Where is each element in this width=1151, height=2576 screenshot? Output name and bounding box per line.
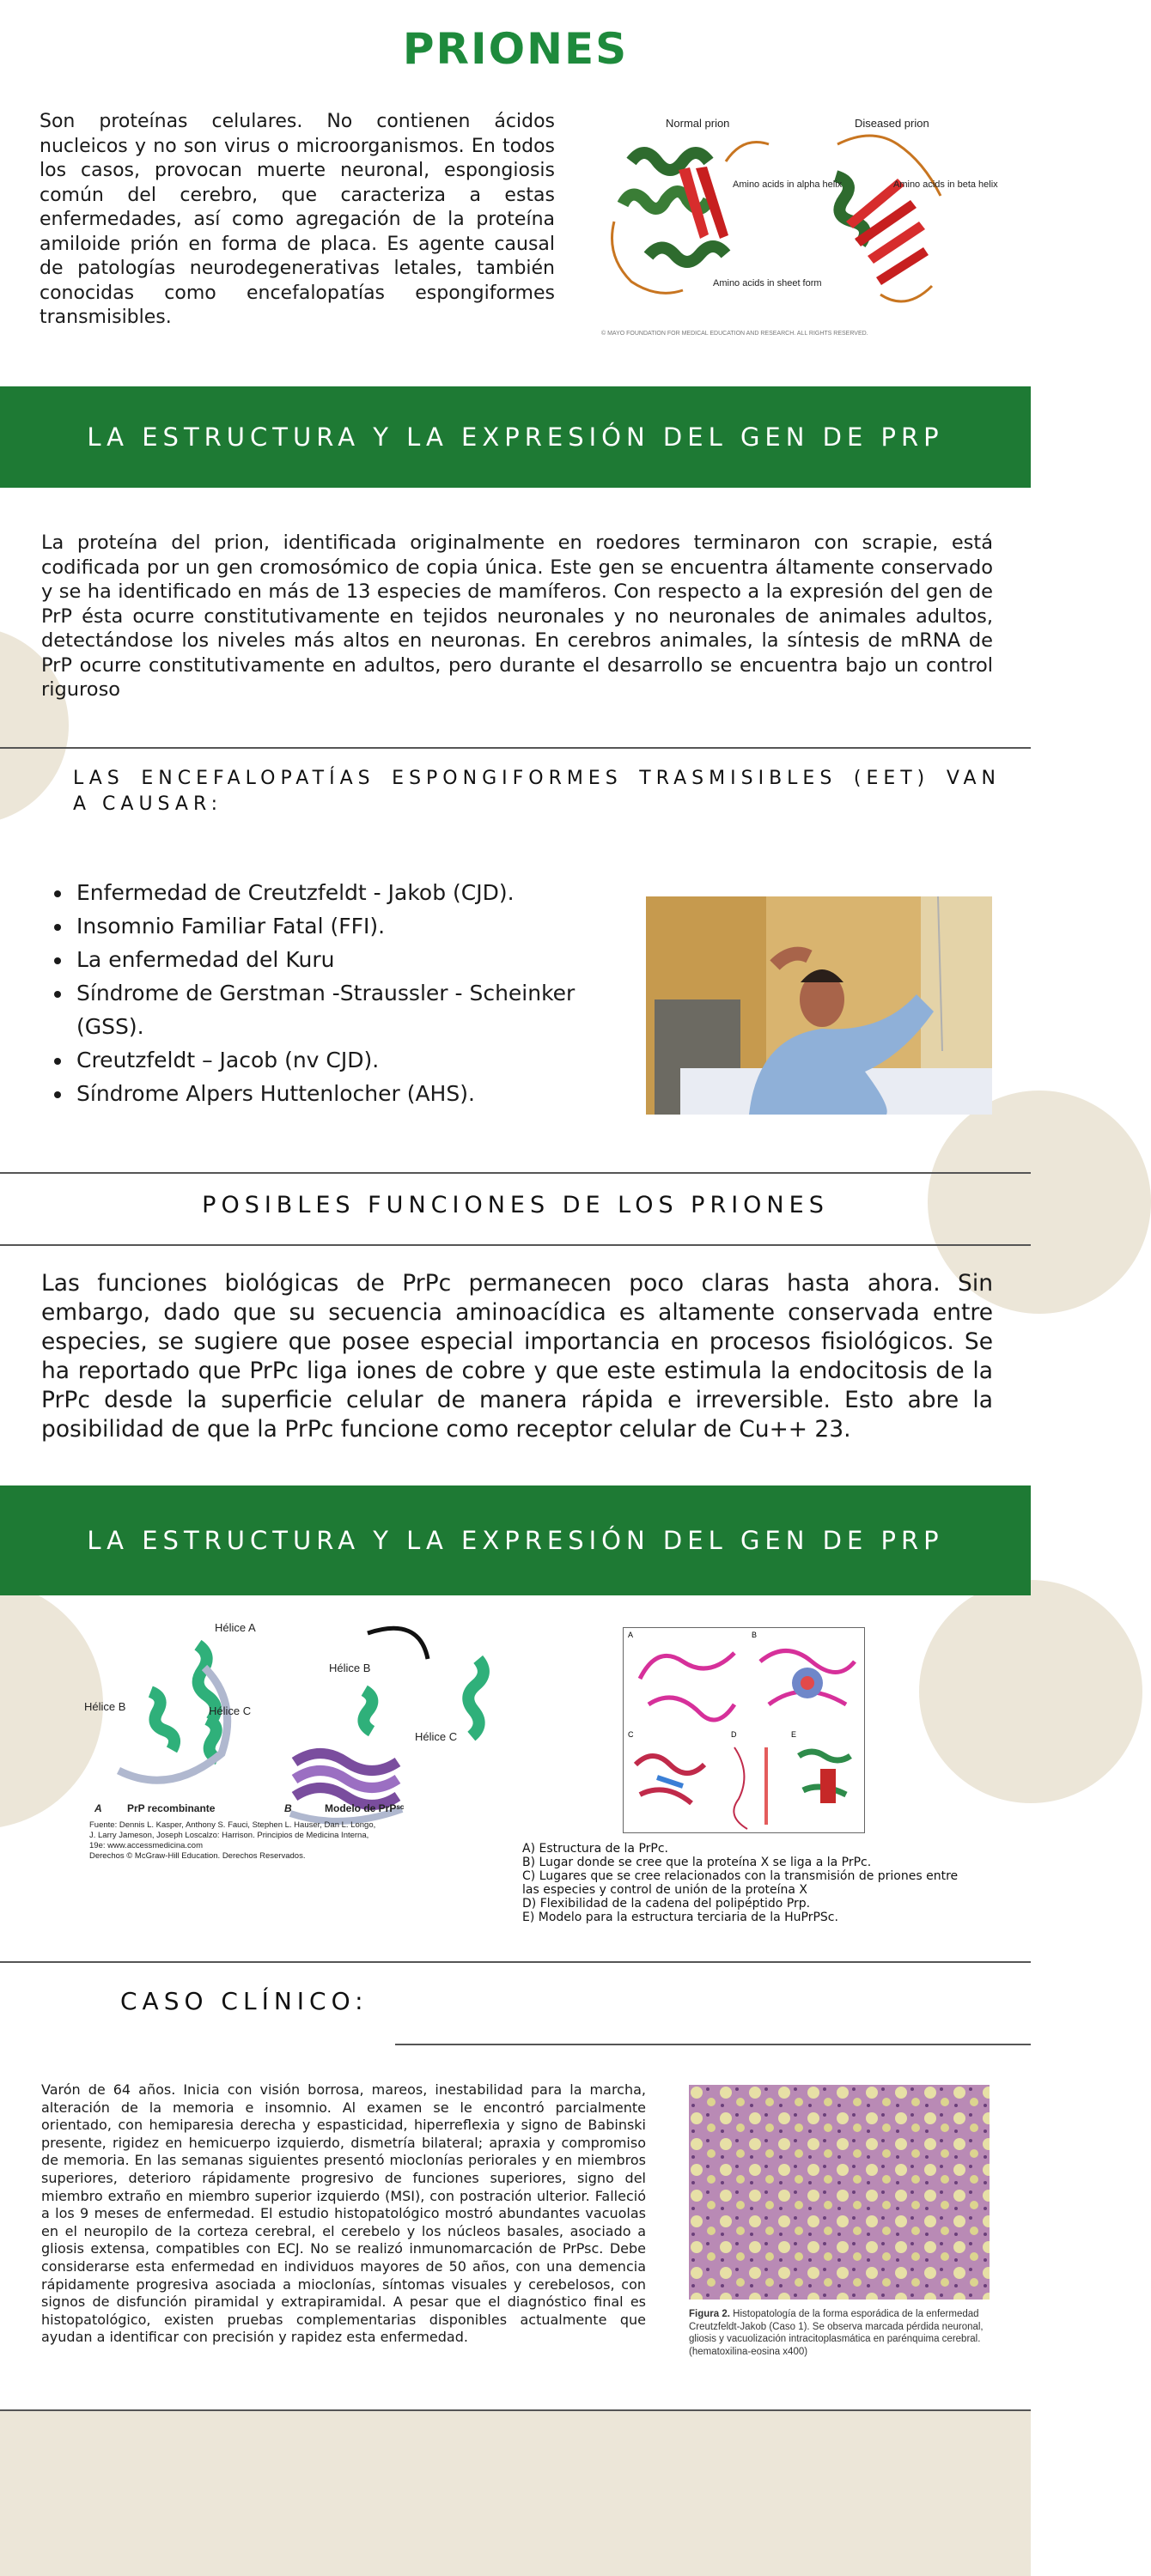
list-item: • Síndrome de Gerstman -Straussler - Scheinker (GSS). [73,976,606,1043]
section1-paragraph: La proteína del prion, identificada originalmente en roedores terminaron con scrapie, está codificada por un gen cromosómico de copia única. Este gen se encuentra áltamente conservado y se ha identificado en más de 13 especies de mamíferos. Con respecto a la expresión del gen de PrP ésta ocurre constitutivamente en tejidos neuronales y no neuronales de animales adultos, detectándose los niveles más altos en neuronas. En cerebros animales, la síntesis de mRNA de PrP ocurre constitutivamente en adultos, pero durante el desarrollo se encuentra bajo un control riguroso [41,532,993,701]
beta-helix-label: Amino acids in beta helix [893,179,998,190]
section1-heading: LA ESTRUCTURA Y LA EXPRESIÓN DEL GEN DE PRP [87,422,944,452]
normal-prion-model [612,143,770,294]
helice-c-label: Hélice C [209,1704,252,1717]
clinical-case-paragraph: Varón de 64 años. Inicia con visión borrosa, mareos, inestabilidad para la marcha, alteración de la memoria e insomnio. Al examen se le encontró parcialmente orientado, con hemiparesia derecha y espasticidad, hiperreflexia y signo de Babinski presente, rigidez en hemicuerpo izquierdo, dismetría bilateral; apraxia y compromiso de memoria. En las semanas siguientes presentó mioclonías periorales y en miembros superiores, deterioro rápidamente progresivo de funciones superiores, signo del miembro extraño en miembro superior izquierdo (MSI), con postración ulterior. Falleció a los 9 meses de enfermedad. El estudio histopatológico mostró abundantes vacuolas en el neuropilo de la corteza cerebral, el cerebelo y los núcleos basales, asociado a gliosis extensa, compatibles con ECJ. No se realizó inmunomarcación de PrPsc. Debe considerarse esta enfermedad en individuos mayores de 50 años, con una demencia rápidamente progresiva asociada a mioclonías, síntomas visuales y cerebelosos, con signos de disfunción piramidal y extrapiramidal. A pesar que el diagnóstico final es histopatológico, existen pruebas complementarias disponibles actualmente que ayudan a identificar con precisión y rapidez esta enfermedad. [41,2081,646,2346]
list-item: • Enfermedad de Creutzfeldt - Jakob (CJD). [73,876,606,909]
divider-1 [0,747,1031,749]
panel-d-letter: D [731,1730,737,1739]
prpc-panels-captions [522,1842,969,1924]
page-title: PRIONES [402,24,629,74]
label-b: B [284,1802,292,1814]
divider-2 [0,1172,1031,1174]
bottom-beige-band [0,2411,1031,2576]
helice-b-label: Hélice B [84,1700,126,1713]
section1-heading-band [0,386,1031,488]
divider-3 [0,1244,1031,1246]
section3-paragraph: Las funciones biológicas de PrPc permanecen poco claras hasta ahora. Sin embargo, dado que su secuencia aminoacídica es altamente conservada entre especies, se sugiere que posee especial importancia en procesos fisiológicos. Se ha reportado que PrPc liga iones de cobre y que este estimula la endocitosis de la PrPc desde la superficie celular de manera rápida e irreversible. Esto abre la posibilidad de que la PrPc funcione como receptor celular de Cu++ 23. [41,1270,993,1443]
caption-line: C) Lugares que se cree relacionados con la transmisión de priones entre las especies y control de unión de la proteína X [522,1869,959,1897]
caption-line: D) Flexibilidad de la cadena del polipéptido Prp. [522,1897,811,1911]
caption-line: A) Estructura de la PrPc. [522,1842,669,1856]
caption-a: PrP recombinante [127,1802,216,1814]
prp-helix-figure [84,1616,479,1865]
caption-line: B) Lugar donde se cree que la proteína X se liga a la PrPc. [522,1856,872,1869]
bg-circle-right-2 [919,1580,1142,1803]
figure-caption: Histopatología de la forma esporádica de la enfermedad Creutzfeldt-Jakob (Caso 1). Se observa marcada pérdida neuronal, gliosis y vacuolización intracitoplasmática en parénquima cerebral. (hematoxilina-eosina x400) [689,2309,984,2357]
section4-heading: LA ESTRUCTURA Y LA EXPRESIÓN DEL GEN DE PRP [87,1526,944,1555]
panel-a-letter: A [628,1631,634,1639]
helice-a-label: Hélice A [215,1621,256,1634]
list-item: • La enfermedad del Kuru [73,943,606,976]
section2-heading: LAS ENCEFALOPATÍAS ESPONGIFORMES TRASMISIBLES (EET) VAN A CAUSAR: [73,768,1001,815]
histopathology-caption [689,2308,991,2358]
list-item: • Síndrome Alpers Huttenlocher (AHS). [73,1077,606,1110]
panel-c-letter: C [628,1730,634,1739]
patient-photo [646,896,992,1115]
section5-heading: CASO CLÍNICO: [120,1987,368,2015]
panel-e-letter: E [791,1730,797,1739]
source-line-3: 19e: www.accessmedicina.com [89,1841,203,1850]
divider-4 [0,1961,1031,1963]
mayo-copyright: © MAYO FOUNDATION FOR MEDICAL EDUCATION AND RESEARCH. ALL RIGHTS RESERVED. [601,331,868,337]
prp-sc-model [290,1628,484,1821]
section3-heading: POSIBLES FUNCIONES DE LOS PRIONES [202,1192,829,1218]
divider-5 [0,2409,1031,2411]
diseases-list [47,876,606,1110]
intro-paragraph: Son proteínas celulares. No contienen ácidos nucleicos y no son virus o microorganismos. En todos los casos, provocan muerte neuronal, espongiosis común del cerebro, que caracteriza a estas enfermedades, así como agregación de la proteína amiloide prión en forma de placa. Es agente causal de patologías neurodegenerativas letales, también conocidas como encefalopatías espongiformes transmisibles. [40,111,555,328]
helice-b2-label: Hélice B [329,1662,371,1674]
normal-prion-label: Normal prion [666,117,730,130]
histopathology-image [689,2085,990,2300]
diseased-prion-label: Diseased prion [855,117,929,130]
alpha-helix-label: Amino acids in alpha helix [733,179,843,190]
caption-line: E) Modelo para la estructura terciaria de la HuPrPSc. [522,1911,838,1924]
figure-label: Figura 2. [689,2309,730,2319]
helice-c2-label: Hélice C [415,1730,458,1743]
prpc-panels-figure [623,1627,865,1833]
prion-structure-figure [597,110,998,346]
source-line-2: J. Larry Jameson, Joseph Loscalzo: Harrison. Principios de Medicina Interna, [89,1831,369,1840]
section4-heading-band [0,1485,1031,1595]
list-item: • Insomnio Familiar Fatal (FFI). [73,909,606,943]
panel-b-letter: B [752,1631,758,1639]
sheet-form-label: Amino acids in sheet form [713,278,822,289]
source-line-1: Fuente: Dennis L. Kasper, Anthony S. Fauci, Stephen L. Hauser, Dan L. Longo, [89,1820,376,1830]
heading-underline-5 [395,2044,1031,2045]
list-item: • Creutzfeldt – Jacob (nv CJD). [73,1043,606,1077]
diseased-prion-model [828,136,941,301]
caption-b: Modelo de PrPˢᶜ [325,1802,405,1814]
label-a: A [94,1802,102,1814]
source-line-4: Derechos © McGraw-Hill Education. Derechos Reservados. [89,1851,306,1861]
